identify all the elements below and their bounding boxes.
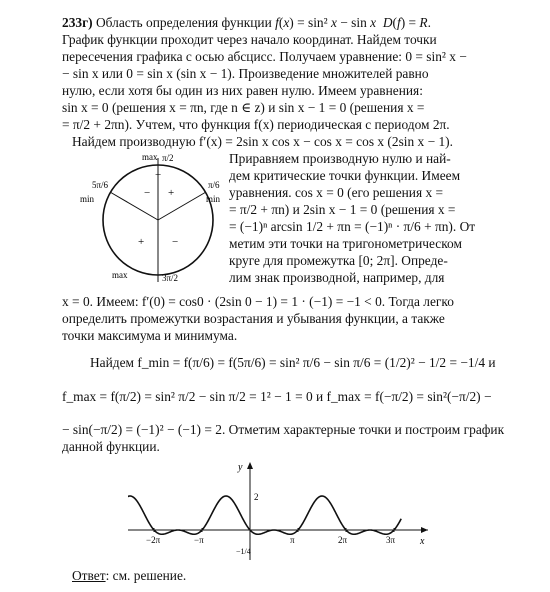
text-line: = π/2 + 2πn). Учтем, что функция f(x) периодическая с периодом 2π.	[62, 117, 450, 132]
function-curve	[128, 496, 401, 534]
pi6-label: π/6	[208, 180, 220, 190]
tick-label-2: 2	[254, 492, 259, 502]
sign-minus: −	[144, 187, 151, 199]
text-line: лим знак производной, например, для	[229, 270, 445, 285]
answer-label: Ответ	[72, 568, 106, 583]
bottom-label: 3π/2	[162, 273, 179, 283]
answer-line	[72, 568, 186, 584]
text-line: пересечения графика с осью абсцисс. Получаем уравнение: 0 = sin² x −	[62, 49, 467, 64]
text-line: sin x = 0 (решения x = πn, где n ∈ z) и sin x − 1 = 0 (решения x =	[62, 100, 425, 115]
function-graph	[128, 462, 428, 562]
five-pi6-label: 5π/6	[92, 180, 109, 190]
text-line: Приравняем производную нулю и най-	[229, 151, 451, 166]
text-line: − sin x или 0 = sin x (sin x − 1). Произведение множителей равно	[62, 66, 429, 81]
radius-pi6	[158, 192, 206, 220]
sign-minus: −	[155, 169, 162, 181]
y-axis-arrow	[247, 462, 253, 469]
top-max-label: max	[142, 152, 158, 162]
trig-circle-svg	[78, 150, 228, 285]
text-line: График функции проходит через начало координат. Найдем точки	[62, 32, 437, 47]
pi6-min-label: min	[206, 194, 221, 204]
text-line: метим эти точки на тригонометрическом	[229, 236, 462, 251]
text-line: = (−1)ⁿ arcsin 1/2 + πn = (−1)ⁿ · π/6 + πn). От	[229, 219, 476, 234]
sign-plus: +	[168, 187, 175, 199]
x-axis-arrow	[421, 527, 428, 533]
answer-text: : см. решение.	[105, 568, 187, 583]
bottom-max-label: max	[112, 270, 128, 280]
text-line: f_max = f(π/2) = sin² π/2 − sin π/2 = 1² − 1 = 0 и f_max = f(−π/2) = sin²(−π/2) −	[62, 389, 492, 404]
text-line: точки максимума и минимума.	[62, 328, 238, 343]
x-tick-label: π	[290, 535, 295, 545]
text-line: уравнения. cos x = 0 (его решения x =	[229, 185, 444, 200]
top-label: π/2	[162, 153, 174, 163]
trig-circle-figure	[78, 150, 228, 285]
y-axis-label: y	[238, 462, 243, 473]
x-tick-label: 2π	[338, 535, 348, 545]
text-line: нулю, если хотя бы один из них равен нулю. Имеем уравнения:	[62, 83, 423, 98]
text-line: круге для промежутка [0; 2π]. Опреде-	[229, 253, 448, 268]
text-line: определить промежутки возрастания и убывания функции, а также	[62, 311, 445, 326]
text-line: = π/2 + πn) и 2sin x − 1 = 0 (решения x =	[229, 202, 456, 217]
tick-label-neg-quarter: −1/4	[236, 547, 251, 556]
radius-5pi6	[110, 192, 158, 220]
sign-plus: +	[138, 236, 145, 248]
x-tick-label: −2π	[146, 535, 161, 545]
text-line: дем критические точки функции. Имеем	[229, 168, 461, 183]
function-graph-svg	[128, 462, 428, 562]
x-tick-label: 3π	[386, 535, 396, 545]
text-line: Найдем f_min = f(π/6) = f(5π/6) = sin² π/6 − sin π/6 = (1/2)² − 1/2 = −1/4 и	[90, 355, 496, 370]
text-line: − sin(−π/2) = (−1)² − (−1) = 2. Отметим характерные точки и построим график данной функции.	[62, 422, 505, 454]
x-axis-label: x	[420, 536, 425, 547]
x-tick-label: −π	[194, 535, 204, 545]
text-line: x = 0. Имеем: f′(0) = cos0 · (2sin 0 − 1) = 1 · (−1) = −1 < 0. Тогда легко	[62, 294, 454, 309]
text-line: Найдем производную f′(x) = 2sin x cos x − cos x = cos x (2sin x − 1).	[72, 134, 453, 149]
text-line: 233г) Область определения функции f(x) = sin² x − sin x D(f) = R.	[62, 15, 431, 30]
sign-minus: −	[172, 236, 179, 248]
five-pi6-min-label: min	[80, 194, 95, 204]
